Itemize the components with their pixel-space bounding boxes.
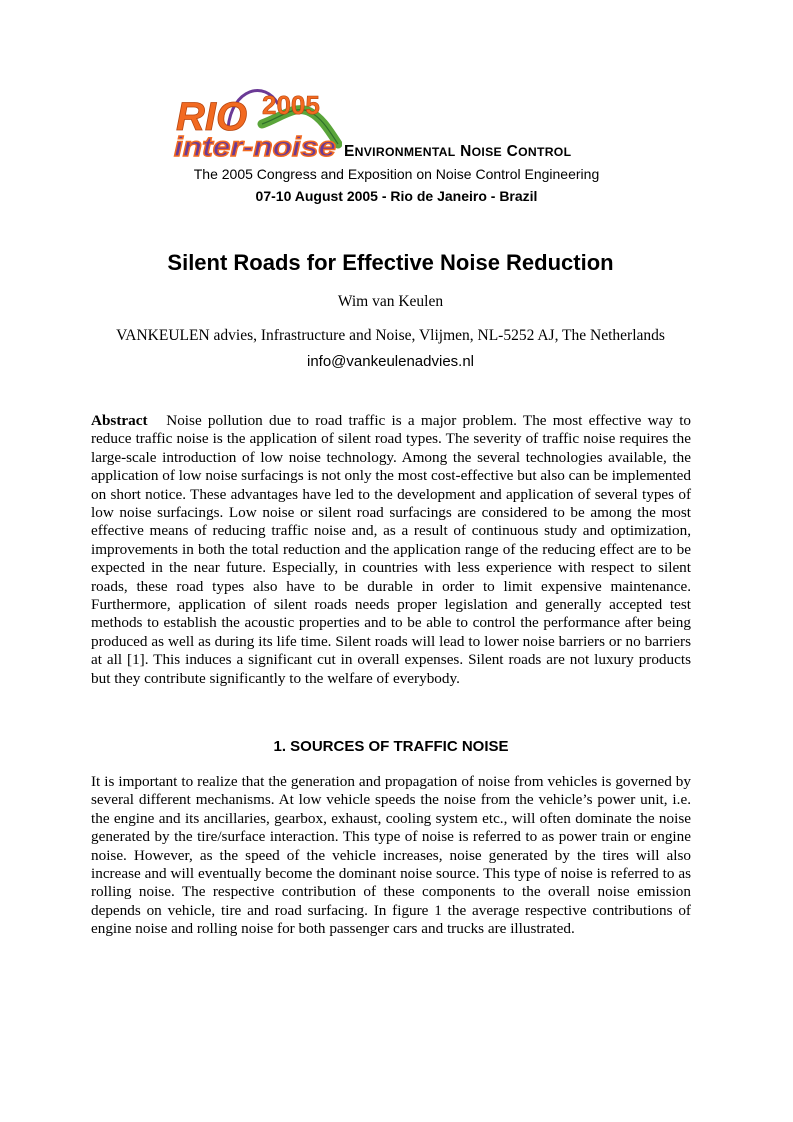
author-name: Wim van Keulen (337, 293, 444, 310)
abstract-text: Noise pollution due to road traffic is a major problem. The most effective way to reduce traffic noise is the application of silent road types. The severity of traffic noise requires the large-scale introduction of low noise technology. Among the several technologies available, the application of low noise surfacings is not only the most cost-effective but also can be implemented on short notice. These advantages have led to the development and application of several types of low noise surfacings. Low noise or silent road surfacings are considered to be among the most effective means of reducing traffic noise and, as a result of continuous study and optimization, improvements in both the total reduction and the application range of the reducing effect are to be expected in the near future. Especially, in countries with less experience with respect to silent roads, these road types also have to be durable in order to limit expensive maintenance. Furthermore, application of silent roads needs proper legislation and generally accepted test methods to establish the acoustic properties and to be able to control the performance after being produced as well as during its life time. Silent roads will lead to lower noise barriers or no barriers at all [1]. This induces a significant cut in overall expenses. Silent roads are not luxury products but they contribute significantly to the welfare of everybody. (91, 412, 692, 687)
conference-heading (344, 143, 571, 161)
heading-word: NOISE (460, 143, 502, 160)
section-heading: 1. SOURCES OF TRAFFIC NOISE (273, 738, 509, 755)
author-email[interactable]: info@vankeulenadvies.nl (307, 353, 474, 370)
logo-city: RIO (176, 95, 248, 139)
logo-year: 2005 (262, 90, 320, 120)
section-body-text: It is important to realize that the generation and propagation of noise from vehicles is governed by several different mechanisms. At low vehicle speeds the noise from the vehicle’s power unit, i.e. the engine and its ancillaries, gearbox, exhaust, cooling system etc., will often dominate the noise generated by the tire/surface interaction. This type of noise is referred to as power train or engine noise. However, as the speed of the vehicle increases, noise generated by the tires will also increase and will eventually become the dominant noise source. This type of noise is referred to as rolling noise. The respective contribution of these components to the overall noise emission depends on vehicle, tire and road surfacing. In figure 1 the average respective contributions of engine noise and rolling noise for both passenger cars and trucks are illustrated. (91, 773, 691, 938)
logo-brand: inter-noise (174, 131, 336, 162)
author-affiliation: VANKEULEN advies, Infrastructure and Noise, Vlijmen, NL-5252 AJ, The Netherlands (116, 327, 665, 344)
abstract-label: Abstract (91, 412, 148, 429)
heading-word: ENVIRONMENTAL (344, 143, 456, 160)
logo-graphic (170, 74, 342, 166)
abstract (91, 412, 691, 688)
paper-title: Silent Roads for Effective Noise Reduction (167, 250, 614, 275)
conference-date-place: 07-10 August 2005 - Rio de Janeiro - Brazil (255, 188, 538, 204)
inter-noise-2005-logo (170, 74, 342, 166)
heading-word: CONTROL (506, 143, 572, 160)
conference-subtitle: The 2005 Congress and Exposition on Noise Control Engineering (193, 166, 600, 182)
